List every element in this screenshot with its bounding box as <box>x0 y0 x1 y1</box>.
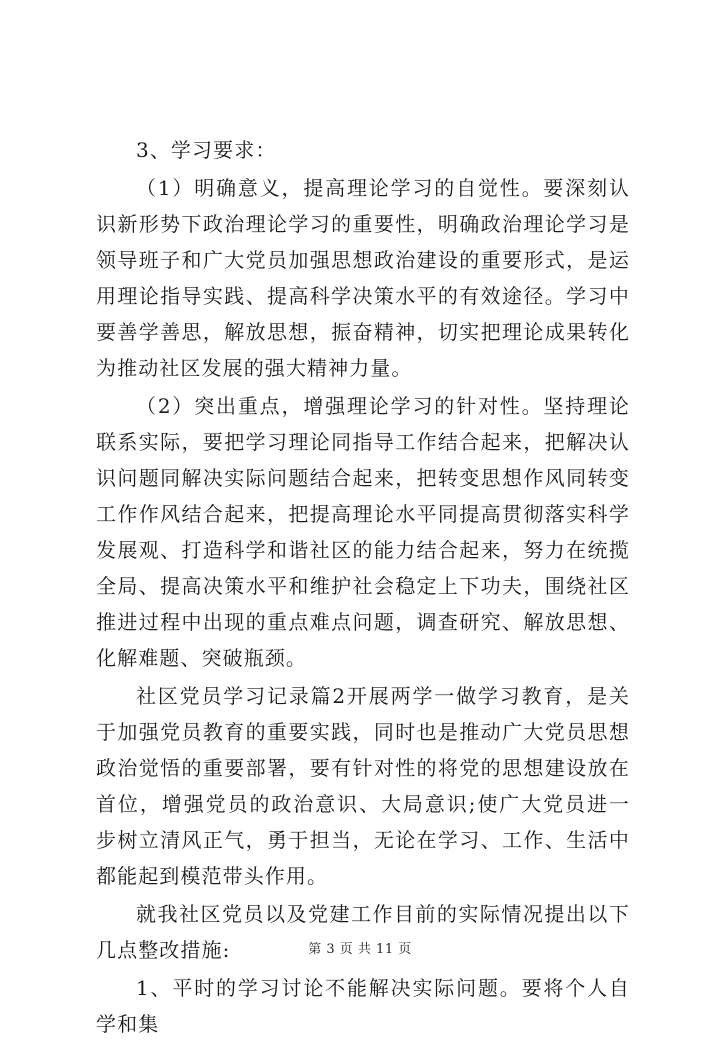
document-body <box>96 132 630 1042</box>
paragraph-2: （2）突出重点，增强理论学习的针对性。坚持理论联系实际，要把学习理论同指导工作结合起来，把解决认识问题同解决实际问题结合起来，把转变思想作风同转变工作作风结合起来，把提高理论水平同提高贯彻落实科学发展观、打造科学和谐社区的能力结合起来，努力在统揽全局、提高决策水平和维护社会稳定上下功夫，围绕社区推进过程中出现的重点难点问题，调查研究、解放思想、化解难题、突破瓶颈。 <box>96 394 630 670</box>
paragraph-3: 社区党员学习记录篇2开展两学一做学习教育，是关于加强党员教育的重要实践，同时也是推动广大党员思想政治觉悟的重要部署，要有针对性的将党的思想建设放在首位，增强党员的政治意识、大局意识;使广大党员进一步树立清风正气，勇于担当，无论在学习、工作、生活中都能起到模范带头作用。 <box>96 684 630 888</box>
paragraph-4: 就我社区党员以及党建工作目前的实际情况提出以下几点整改措施: <box>96 902 630 962</box>
page-footer: 第 3 页 共 11 页 <box>308 942 412 957</box>
paragraph-5: 1、平时的学习讨论不能解决实际问题。要将个人自学和集 <box>96 976 630 1036</box>
paragraph-1: （1）明确意义，提高理论学习的自觉性。要深刻认识新形势下政治理论学习的重要性，明确政治理论学习是领导班子和广大党员加强思想政治建设的重要形式，是运用理论指导实践、提高科学决策水平的有效途径。学习中要善学善思，解放思想，振奋精神，切实把理论成果转化为推动社区发展的强大精神力量。 <box>96 176 630 380</box>
section-heading: 3、学习要求： <box>136 138 277 162</box>
